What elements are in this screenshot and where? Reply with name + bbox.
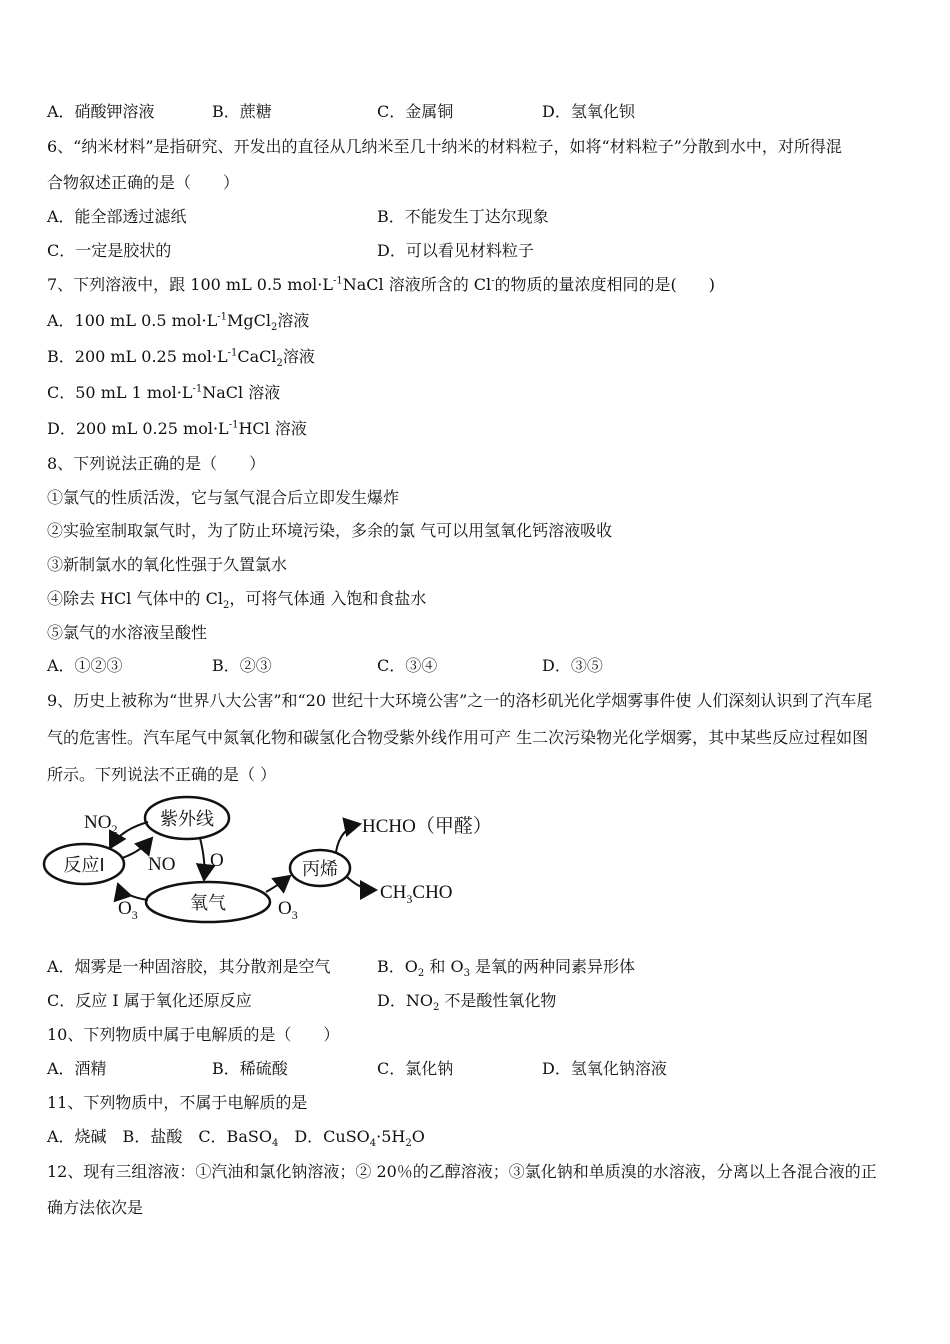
o3-left-label: $O_3$ bbox=[118, 898, 138, 922]
q7-option-d: D．200 mL 0.25 $mol\cdot L^{-1}HCl$ 溶液 bbox=[47, 419, 307, 438]
q9-stem-line3: 所示。下列说法不正确的是（ ） bbox=[47, 765, 277, 784]
q12-stem-line2: 确方法依次是 bbox=[47, 1198, 144, 1217]
q11-stem: 11、下列物质中，不属于电解质的是 bbox=[47, 1093, 308, 1112]
q7-option-b: B．200 mL 0.25 $mol\cdot L^{-1}CaCl_2$溶液 bbox=[47, 347, 315, 370]
q12-stem-line1: 12、现有三组溶液：①汽油和氯化钠溶液；② 20％的乙醇溶液；③氯化钠和单质溴的水溶液，分离以上各混合液的正 bbox=[47, 1162, 877, 1181]
q6-option-d: D．可以看见材料粒子 bbox=[377, 241, 534, 260]
q8-statement-2: ②实验室制取氯气时，为了防止环境污染，多余的氯 气可以用氢氧化钙溶液吸收 bbox=[47, 521, 613, 540]
o3-right-label: $O_3$ bbox=[278, 898, 298, 922]
q8-stem: 8、下列说法正确的是（ ） bbox=[47, 454, 266, 473]
q10-option-d: D．氢氧化钠溶液 bbox=[542, 1059, 667, 1078]
arrow-propene-to-hcho bbox=[336, 824, 360, 852]
q7-stem: 7、下列溶液中，跟 100 mL 0.5 $mol\cdot L^{-1}NaCl$ 溶液所含的 Cl-的物质的量浓度相同的是( ) bbox=[47, 275, 716, 294]
hcho-label: HCHO（甲醛） bbox=[362, 816, 492, 837]
q9-stem-line1: 9、历史上被称为“世界八大公害”和“20 世纪十大环境公害”之一的洛杉矶光化学烟雾事件使 人们深刻认识到了汽车尾 bbox=[47, 691, 873, 710]
q9-option-d: D．$NO_2$ 不是酸性氧化物 bbox=[377, 991, 557, 1014]
arrow-oxygen-to-propene bbox=[266, 876, 290, 892]
q6-option-c: C．一定是胶状的 bbox=[47, 241, 172, 260]
q9-option-b: B．$O_2$ 和 $O_3$ 是氧的两种同素异形体 bbox=[377, 957, 636, 980]
q6-stem-line1: 6、“纳米材料”是指研究、开发出的直径从几纳米至几十纳米的材料粒子，如将“材料粒子”分散到水中，对所得混 bbox=[47, 137, 842, 156]
arrow-uv-to-oxygen bbox=[200, 838, 205, 880]
propene-label: 丙烯 bbox=[302, 859, 338, 880]
q5-option-c: C．金属铜 bbox=[377, 102, 454, 121]
q10-option-a: A．酒精 bbox=[47, 1059, 107, 1078]
q8-statement-1: ①氯气的性质活泼，它与氢气混合后立即发生爆炸 bbox=[47, 488, 400, 507]
q9-option-c: C．反应 I 属于氧化还原反应 bbox=[47, 991, 252, 1010]
q8-option-d: D．③⑤ bbox=[542, 656, 603, 675]
arrow-propene-to-ch3cho bbox=[346, 876, 376, 890]
q8-statement-4: ④除去 HCl 气体中的 $Cl_2$，可将气体通 入饱和食盐水 bbox=[47, 589, 427, 612]
q10-option-c: C．氯化钠 bbox=[377, 1059, 454, 1078]
q5-option-d: D．氢氧化钡 bbox=[542, 102, 635, 121]
q7-option-a: A．100 mL 0.5 $mol\cdot L^{-1}MgCl_2$溶液 bbox=[47, 311, 310, 334]
q5-option-a: A．硝酸钾溶液 bbox=[47, 102, 155, 121]
q10-option-b: B．稀硫酸 bbox=[212, 1059, 288, 1078]
q11-options: A．烧碱 B．盐酸 C．BaSO$_4$ D．$CuSO_4\cdot 5H_2O$ bbox=[47, 1127, 425, 1150]
o-label: O bbox=[210, 850, 224, 871]
uv-label: 紫外线 bbox=[160, 809, 214, 830]
q9-option-a: A．烟雾是一种固溶胶，其分散剂是空气 bbox=[47, 957, 331, 976]
oxygen-label: 氧气 bbox=[190, 893, 226, 914]
q10-stem: 10、下列物质中属于电解质的是（ ） bbox=[47, 1025, 340, 1044]
photochemical-smog-diagram bbox=[40, 792, 510, 932]
q8-option-b: B．②③ bbox=[212, 656, 272, 675]
q8-option-a: A．①②③ bbox=[47, 656, 123, 675]
q7-option-c: C．50 mL 1 $mol\cdot L^{-1}NaCl$ 溶液 bbox=[47, 383, 281, 402]
q6-option-b: B．不能发生丁达尔现象 bbox=[377, 207, 549, 226]
q6-option-a: A．能全部透过滤纸 bbox=[47, 207, 187, 226]
reaction-label: 反应I bbox=[63, 855, 105, 876]
ch3cho-label: $CH_3CHO$ bbox=[380, 882, 453, 906]
q8-statement-5: ⑤氯气的水溶液呈酸性 bbox=[47, 623, 208, 642]
no-label: NO bbox=[148, 854, 176, 875]
no2-label: $NO_2$ bbox=[84, 812, 118, 836]
q9-stem-line2: 气的危害性。汽车尾气中氮氧化物和碳氢化合物受紫外线作用可产 生二次污染物光化学烟雾，其中某些反应过程如图 bbox=[47, 728, 869, 747]
q8-statement-3: ③新制氯水的氧化性强于久置氯水 bbox=[47, 555, 288, 574]
q6-stem-line2: 合物叙述正确的是（ ） bbox=[47, 173, 240, 192]
q5-option-b: B．蔗糖 bbox=[212, 102, 272, 121]
q8-option-c: C．③④ bbox=[377, 656, 438, 675]
